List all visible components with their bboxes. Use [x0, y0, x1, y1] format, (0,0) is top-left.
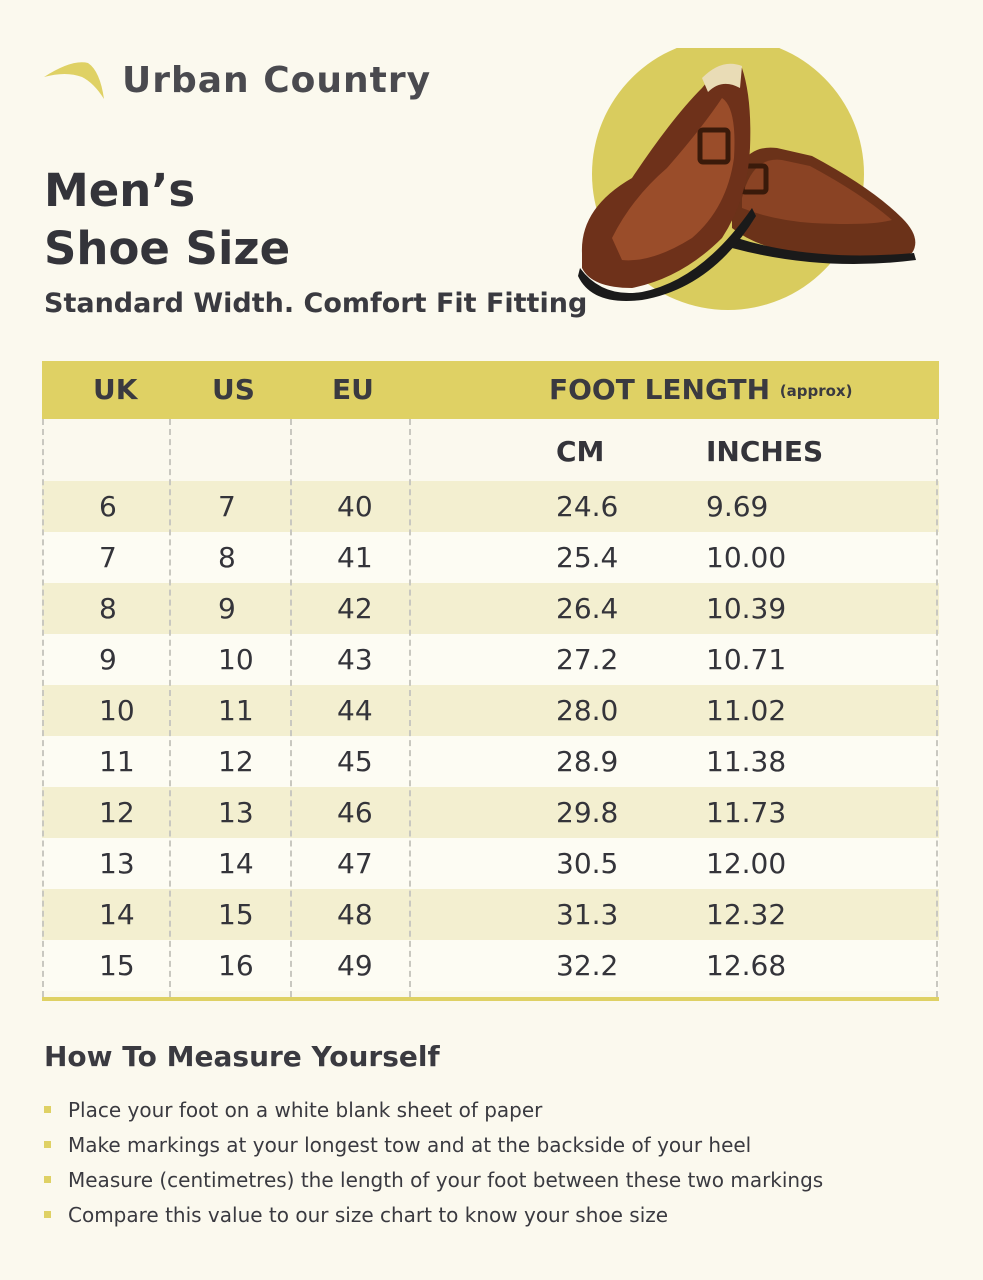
cell-eu: 47 [337, 847, 373, 880]
table-row [42, 481, 939, 532]
header-uk: UK [93, 373, 138, 406]
boomerang-icon [42, 57, 108, 103]
measure-step [44, 1094, 823, 1129]
cell-cm: 25.4 [556, 541, 619, 574]
header-approx: (approx) [779, 382, 853, 400]
page-subtitle: Standard Width. Comfort Fit Fitting [44, 288, 588, 319]
header-foot-length [549, 361, 852, 419]
cell-us: 16 [218, 949, 254, 982]
cell-in: 9.69 [706, 490, 769, 523]
bullet-icon [44, 1106, 51, 1113]
measure-step-text: Place your foot on a white blank sheet of paper [68, 1098, 543, 1122]
measure-step [44, 1164, 823, 1199]
table-row [42, 889, 939, 940]
measure-step [44, 1199, 823, 1234]
cell-in: 11.38 [706, 745, 787, 778]
divider [290, 419, 292, 997]
header-foot-length-label: FOOT LENGTH [549, 373, 771, 406]
subheader-inches: INCHES [706, 435, 824, 468]
page-title [44, 162, 290, 278]
cell-cm: 27.2 [556, 643, 619, 676]
cell-uk: 13 [99, 847, 135, 880]
cell-cm: 28.0 [556, 694, 619, 727]
bullet-icon [44, 1141, 51, 1148]
shoe-image [572, 48, 927, 320]
subheader-cm: CM [556, 435, 605, 468]
table-row [42, 634, 939, 685]
cell-uk: 15 [99, 949, 135, 982]
cell-us: 15 [218, 898, 254, 931]
table-bottom-border [42, 997, 939, 1001]
cell-in: 10.71 [706, 643, 787, 676]
cell-uk: 7 [99, 541, 117, 574]
title-line-1: Men’s [44, 164, 196, 217]
measure-steps [44, 1094, 823, 1234]
cell-eu: 41 [337, 541, 373, 574]
cell-eu: 43 [337, 643, 373, 676]
cell-us: 8 [218, 541, 236, 574]
brand-logo [42, 56, 432, 104]
cell-in: 10.00 [706, 541, 787, 574]
cell-us: 13 [218, 796, 254, 829]
cell-cm: 32.2 [556, 949, 619, 982]
cell-us: 7 [218, 490, 236, 523]
cell-cm: 29.8 [556, 796, 619, 829]
table-row [42, 532, 939, 583]
divider [42, 419, 44, 997]
size-table [42, 361, 939, 1001]
cell-in: 12.68 [706, 949, 787, 982]
bullet-icon [44, 1176, 51, 1183]
cell-in: 11.02 [706, 694, 787, 727]
cell-cm: 26.4 [556, 592, 619, 625]
table-row [42, 940, 939, 991]
cell-us: 9 [218, 592, 236, 625]
cell-us: 12 [218, 745, 254, 778]
cell-eu: 45 [337, 745, 373, 778]
cell-eu: 48 [337, 898, 373, 931]
cell-uk: 11 [99, 745, 135, 778]
table-row [42, 787, 939, 838]
bullet-icon [44, 1211, 51, 1218]
measure-step-text: Make markings at your longest tow and at the backside of your heel [68, 1133, 752, 1157]
cell-eu: 42 [337, 592, 373, 625]
cell-us: 11 [218, 694, 254, 727]
cell-cm: 28.9 [556, 745, 619, 778]
cell-in: 11.73 [706, 796, 787, 829]
header-us: US [212, 373, 255, 406]
cell-in: 10.39 [706, 592, 787, 625]
cell-eu: 46 [337, 796, 373, 829]
measure-step [44, 1129, 823, 1164]
table-row [42, 736, 939, 787]
title-line-2: Shoe Size [44, 222, 291, 275]
table-row [42, 583, 939, 634]
divider [169, 419, 171, 997]
cell-in: 12.00 [706, 847, 787, 880]
cell-cm: 24.6 [556, 490, 619, 523]
cell-uk: 14 [99, 898, 135, 931]
cell-us: 14 [218, 847, 254, 880]
table-row [42, 838, 939, 889]
cell-us: 10 [218, 643, 254, 676]
cell-eu: 44 [337, 694, 373, 727]
cell-uk: 9 [99, 643, 117, 676]
divider [936, 419, 938, 997]
cell-uk: 6 [99, 490, 117, 523]
table-row [42, 685, 939, 736]
cell-eu: 49 [337, 949, 373, 982]
measure-step-text: Measure (centimetres) the length of your foot between these two markings [68, 1168, 824, 1192]
table-header [42, 361, 939, 419]
header-eu: EU [332, 373, 374, 406]
measure-step-text: Compare this value to our size chart to know your shoe size [68, 1203, 669, 1227]
cell-cm: 31.3 [556, 898, 619, 931]
divider [409, 419, 411, 997]
cell-eu: 40 [337, 490, 373, 523]
measure-title: How To Measure Yourself [44, 1040, 440, 1073]
cell-uk: 8 [99, 592, 117, 625]
cell-cm: 30.5 [556, 847, 619, 880]
cell-in: 12.32 [706, 898, 787, 931]
cell-uk: 12 [99, 796, 135, 829]
brand-name: Urban Country [122, 60, 432, 101]
cell-uk: 10 [99, 694, 135, 727]
